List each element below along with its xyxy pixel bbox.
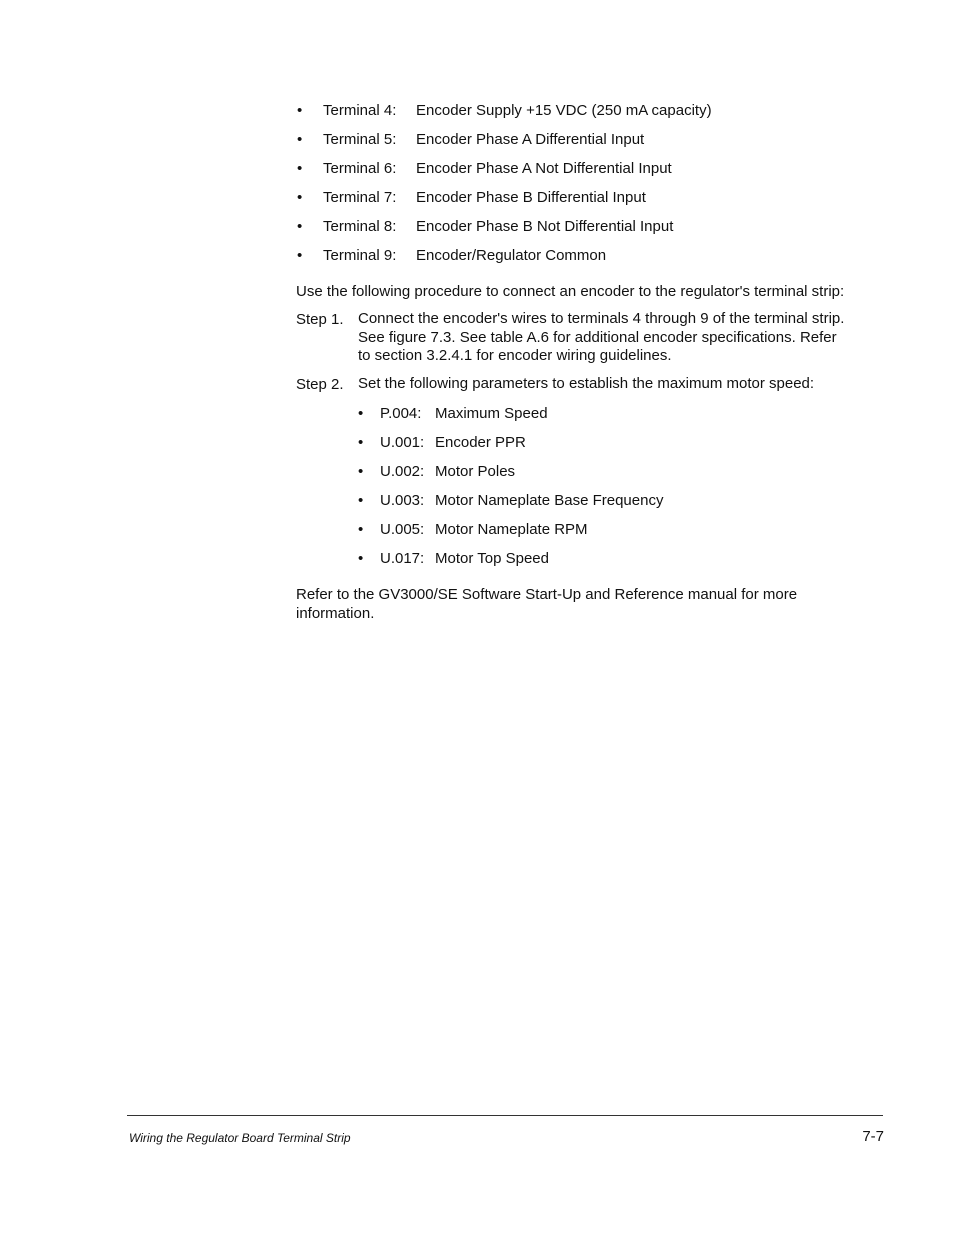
terminal-label: Terminal 5: — [323, 131, 397, 148]
parameter-code: U.005: — [380, 520, 425, 538]
bullet-icon: • — [358, 433, 364, 451]
terminal-label: Terminal 8: — [323, 218, 397, 235]
list-item — [296, 187, 886, 216]
closing-paragraph — [296, 585, 886, 623]
terminal-label: Terminal 6: — [323, 160, 397, 177]
footer-divider — [127, 1115, 883, 1116]
parameter-name: Motor Poles — [435, 462, 516, 480]
bullet-icon: • — [358, 549, 364, 567]
bullet-icon: • — [358, 404, 364, 422]
intro-paragraph: Use the following procedure to connect an encoder to the regulator's terminal strip: — [296, 283, 845, 300]
bullet-icon: • — [297, 218, 303, 235]
closing-line: information. — [296, 604, 375, 622]
list-item — [296, 158, 886, 187]
bullet-icon: • — [297, 247, 303, 264]
bullet-icon: • — [358, 491, 364, 509]
parameter-code: U.001: — [380, 433, 425, 451]
terminal-description: Encoder Phase A Not Differential Input — [416, 160, 672, 177]
parameter-code: U.002: — [380, 462, 425, 480]
parameter-code: P.004: — [380, 404, 422, 422]
terminal-label: Terminal 9: — [323, 247, 397, 264]
step-text-line: Connect the encoder's wires to terminals 4 through 9 of the terminal strip. — [358, 310, 845, 327]
step-text — [358, 310, 886, 366]
bullet-icon: • — [297, 189, 303, 206]
terminal-description: Encoder/Regulator Common — [416, 247, 607, 264]
step-label: Step 2. — [296, 375, 344, 393]
step-text-line: to section 3.2.4.1 for encoder wiring guidelines. — [358, 347, 672, 364]
terminal-description: Encoder Phase B Differential Input — [416, 189, 646, 206]
list-item — [358, 519, 886, 548]
step-label: Step 1. — [296, 311, 344, 328]
footer-section-title: Wiring the Regulator Board Terminal Strip — [129, 1131, 351, 1145]
page-number: 7-7 — [862, 1128, 884, 1145]
procedure-step — [296, 310, 886, 366]
parameter-list — [358, 403, 886, 585]
terminal-list — [296, 100, 886, 282]
bullet-icon: • — [358, 462, 364, 480]
bullet-icon: • — [297, 160, 303, 177]
list-item — [296, 129, 886, 158]
list-item — [296, 245, 886, 282]
closing-line: Refer to the GV3000/SE Software Start-Up and Reference manual for more — [296, 585, 798, 603]
step-text — [358, 375, 886, 394]
terminal-description: Encoder Phase B Not Differential Input — [416, 218, 674, 235]
parameter-name: Maximum Speed — [435, 404, 548, 422]
list-item — [358, 432, 886, 461]
page-body — [296, 100, 886, 623]
terminal-label: Terminal 4: — [323, 102, 397, 119]
parameter-code: U.017: — [380, 549, 425, 567]
list-item — [296, 216, 886, 245]
parameter-name: Motor Nameplate RPM — [435, 520, 588, 538]
terminal-description: Encoder Phase A Differential Input — [416, 131, 645, 148]
step-text-line: Set the following parameters to establish the maximum motor speed: — [358, 374, 815, 392]
bullet-icon: • — [297, 131, 303, 148]
step-text-line: See figure 7.3. See table A.6 for additional encoder specifications. Refer — [358, 328, 837, 346]
list-item — [296, 100, 886, 129]
bullet-icon: • — [358, 520, 364, 538]
list-item — [358, 461, 886, 490]
procedure-step — [296, 375, 886, 394]
bullet-icon: • — [297, 102, 303, 119]
parameter-code: U.003: — [380, 491, 425, 509]
list-item — [358, 403, 886, 432]
terminal-description: Encoder Supply +15 VDC (250 mA capacity) — [416, 102, 712, 119]
terminal-label: Terminal 7: — [323, 189, 397, 206]
parameter-name: Motor Nameplate Base Frequency — [435, 491, 664, 509]
parameter-name: Motor Top Speed — [435, 549, 549, 567]
list-item — [358, 548, 886, 585]
list-item — [358, 490, 886, 519]
parameter-name: Encoder PPR — [435, 433, 526, 451]
